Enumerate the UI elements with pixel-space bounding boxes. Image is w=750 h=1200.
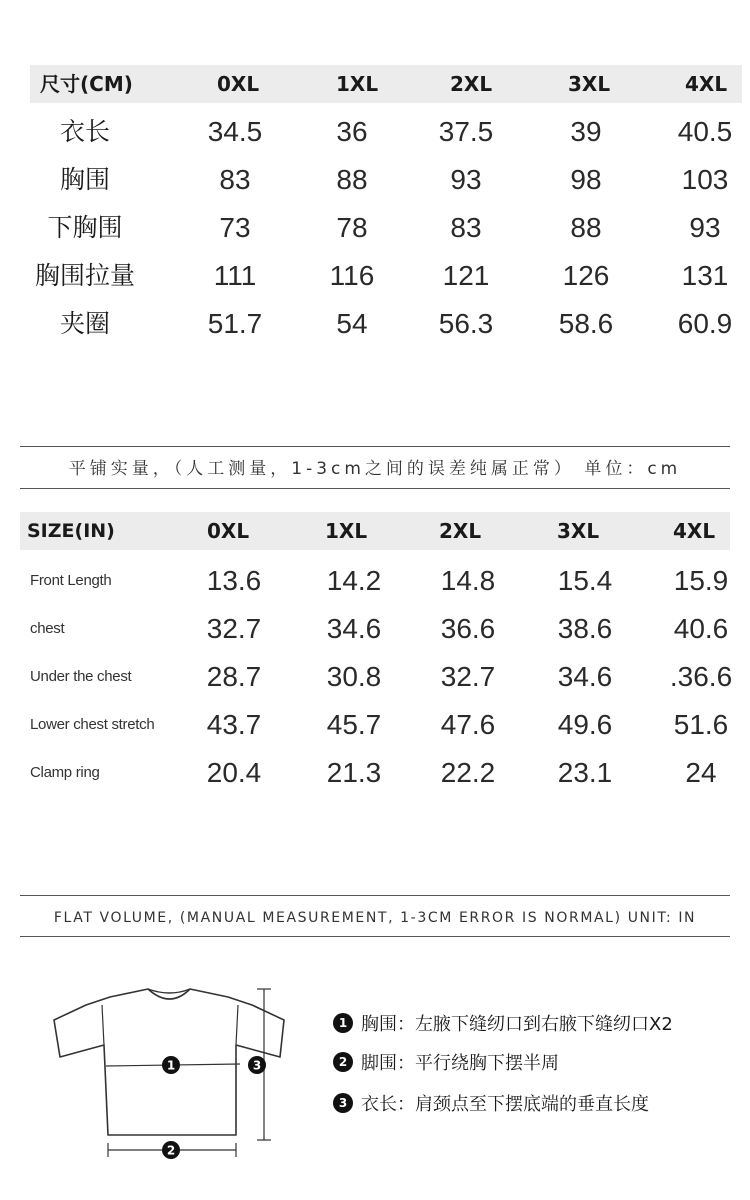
in-cell: 14.2	[326, 565, 382, 596]
in-cell: 22.2	[440, 757, 496, 788]
cm-cell: 60.9	[677, 308, 733, 339]
cm-cell: 73	[219, 212, 251, 243]
in-cell: 15.4	[557, 565, 613, 596]
marker-2-label: 2	[166, 1143, 176, 1158]
cm-cell: 37.5	[438, 116, 494, 147]
cm-table-header-band	[30, 65, 742, 103]
in-cell: 14.8	[440, 565, 496, 596]
in-header-0xl: 0XL	[207, 519, 250, 543]
cm-cell: 103	[681, 164, 729, 195]
cm-cell: 36	[336, 116, 368, 147]
marker-3-label: 3	[252, 1058, 262, 1073]
cm-cell: 126	[562, 260, 610, 291]
in-row-label: Lower chest stretch	[30, 716, 155, 733]
in-cell: 24	[685, 757, 717, 788]
cm-header-2xl: 2XL	[450, 72, 493, 96]
legend-text: 脚围：平行绕胸下摆半周	[361, 1053, 559, 1074]
in-cell: 43.7	[206, 709, 262, 740]
cm-cell: 51.7	[207, 308, 263, 339]
cm-cell: 34.5	[207, 116, 263, 147]
in-header-3xl: 3XL	[557, 519, 600, 543]
cm-header-1xl: 1XL	[336, 72, 379, 96]
in-cell: 13.6	[206, 565, 262, 596]
cm-cell: 88	[570, 212, 602, 243]
cm-row-label: 胸围拉量	[34, 261, 135, 290]
legend-item-2	[333, 1050, 559, 1074]
in-cell: 45.7	[326, 709, 382, 740]
cm-header-4xl: 4XL	[685, 72, 728, 96]
cm-cell: 58.6	[558, 308, 614, 339]
cm-cell: 78	[336, 212, 368, 243]
in-cell: 34.6	[557, 661, 613, 692]
in-row-label: Under the chest	[30, 668, 132, 685]
cm-header-0xl: 0XL	[217, 72, 260, 96]
cm-cell: 39	[570, 116, 602, 147]
in-cell: 47.6	[440, 709, 496, 740]
in-cell: 15.9	[673, 565, 729, 596]
number-badge: 3	[333, 1093, 353, 1113]
in-row-label: chest	[30, 620, 65, 637]
marker-1-label: 1	[166, 1058, 176, 1073]
cm-cell: 93	[450, 164, 482, 195]
divider-top-in	[20, 895, 730, 896]
in-header-4xl: 4XL	[673, 519, 716, 543]
cm-measurement-note: 平铺实量，（人工测量，1-3cm之间的误差纯属正常） 单位：cm	[68, 459, 682, 479]
cm-cell: 121	[442, 260, 490, 291]
in-cell: 36.6	[440, 613, 496, 644]
in-cell: 30.8	[326, 661, 382, 692]
cm-row-label: 夹圈	[59, 309, 110, 338]
in-cell: 32.7	[440, 661, 496, 692]
divider-bottom	[20, 488, 730, 489]
in-header-2xl: 2XL	[439, 519, 482, 543]
in-cell: 28.7	[206, 661, 262, 692]
cm-cell: 56.3	[438, 308, 494, 339]
in-cell: .36.6	[669, 661, 733, 692]
cm-cell: 83	[450, 212, 482, 243]
in-table-header-band	[20, 512, 730, 550]
tshirt-measurement-diagram	[40, 975, 290, 1170]
legend-text: 胸围：左腋下缝纫口到右腋下缝纫口X2	[361, 1014, 673, 1035]
in-row-label: Clamp ring	[30, 764, 100, 781]
in-cell: 38.6	[557, 613, 613, 644]
in-cell: 51.6	[673, 709, 729, 740]
divider-bottom-in	[20, 936, 730, 937]
in-cell: 32.7	[206, 613, 262, 644]
in-cell: 21.3	[326, 757, 382, 788]
cm-row-label: 胸围	[59, 165, 110, 194]
cm-cell: 40.5	[677, 116, 733, 147]
cm-cell: 54	[336, 308, 368, 339]
cm-cell: 111	[213, 260, 257, 291]
number-badge: 1	[333, 1013, 353, 1033]
in-cell: 34.6	[326, 613, 382, 644]
in-cell: 23.1	[557, 757, 613, 788]
cm-row-label: 衣长	[59, 117, 110, 146]
cm-cell: 88	[336, 164, 368, 195]
cm-header-3xl: 3XL	[568, 72, 611, 96]
cm-cell: 83	[219, 164, 251, 195]
collar-line	[148, 989, 190, 993]
number-badge: 2	[333, 1052, 353, 1072]
cm-row-label: 下胸围	[47, 213, 123, 242]
legend-item-3	[333, 1091, 649, 1115]
in-cell: 40.6	[673, 613, 729, 644]
divider-top	[20, 446, 730, 447]
cm-cell: 93	[689, 212, 721, 243]
in-cell: 49.6	[557, 709, 613, 740]
in-header-1xl: 1XL	[325, 519, 368, 543]
legend-text: 衣长：肩颈点至下摆底端的垂直长度	[361, 1094, 649, 1115]
cm-cell: 131	[681, 260, 729, 291]
in-row-label: Front Length	[30, 572, 112, 589]
cm-cell: 98	[570, 164, 602, 195]
in-measurement-note: FLAT VOLUME, (MANUAL MEASUREMENT, 1-3CM ERROR IS NORMAL) UNIT: IN	[53, 910, 697, 926]
in-cell: 20.4	[206, 757, 262, 788]
cm-cell: 116	[329, 260, 375, 291]
legend-item-1	[333, 1011, 673, 1035]
in-header-size: SIZE(IN)	[27, 520, 115, 542]
cm-header-size: 尺寸(CM)	[40, 72, 133, 96]
